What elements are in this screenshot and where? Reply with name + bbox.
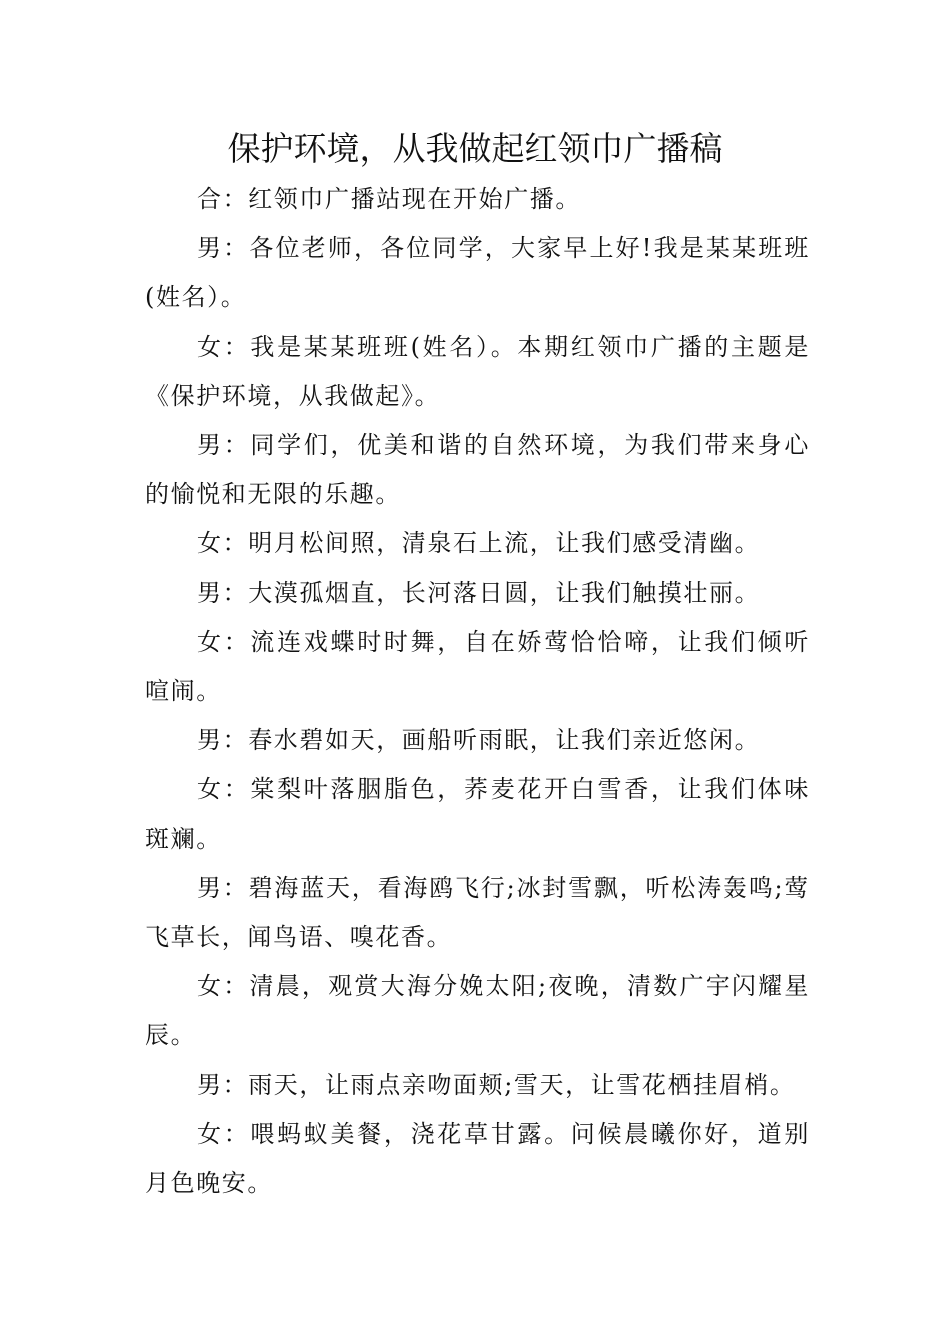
document-body (145, 175, 810, 1208)
paragraph: 女：棠梨叶落胭脂色，荞麦花开白雪香，让我们体味斑斓。 (145, 775, 810, 853)
paragraph: 女：清晨，观赏大海分娩太阳;夜晚，清数广宇闪耀星辰。 (145, 972, 810, 1050)
paragraph: 合：红领巾广播站现在开始广播。 (197, 185, 581, 213)
document-title: 保护环境，从我做起红领巾广播稿 (227, 129, 723, 168)
paragraph: 女：我是某某班班(姓名）。本期红领巾广播的主题是《保护环境，从我做起》。 (145, 332, 810, 410)
paragraph: 女：喂蚂蚁美餐，浇花草甘露。问候晨曦你好，道别月色晚安。 (145, 1119, 810, 1198)
paragraph: 男：春水碧如天，画船听雨眠，让我们亲近悠闲。 (197, 726, 761, 755)
paragraph: 女：明月松间照，清泉石上流，让我们感受清幽。 (197, 529, 761, 558)
paragraph: 男：碧海蓝天，看海鸥飞行;冰封雪飘，听松涛轰鸣;莺飞草长，闻鸟语、嗅花香。 (145, 873, 810, 952)
paragraph: 男：同学们，优美和谐的自然环境，为我们带来身心的愉悦和无限的乐趣。 (145, 431, 810, 509)
paragraph: 女：流连戏蝶时时舞，自在娇莺恰恰啼，让我们倾听喧闹。 (145, 627, 810, 706)
paragraph: 男：雨天，让雨点亲吻面颊;雪天，让雪花栖挂眉梢。 (197, 1070, 796, 1099)
paragraph: 男：各位老师，各位同学，大家早上好!我是某某班班(姓名）。 (145, 234, 810, 312)
paragraph: 男：大漠孤烟直，长河落日圆，让我们触摸壮丽。 (197, 578, 761, 607)
